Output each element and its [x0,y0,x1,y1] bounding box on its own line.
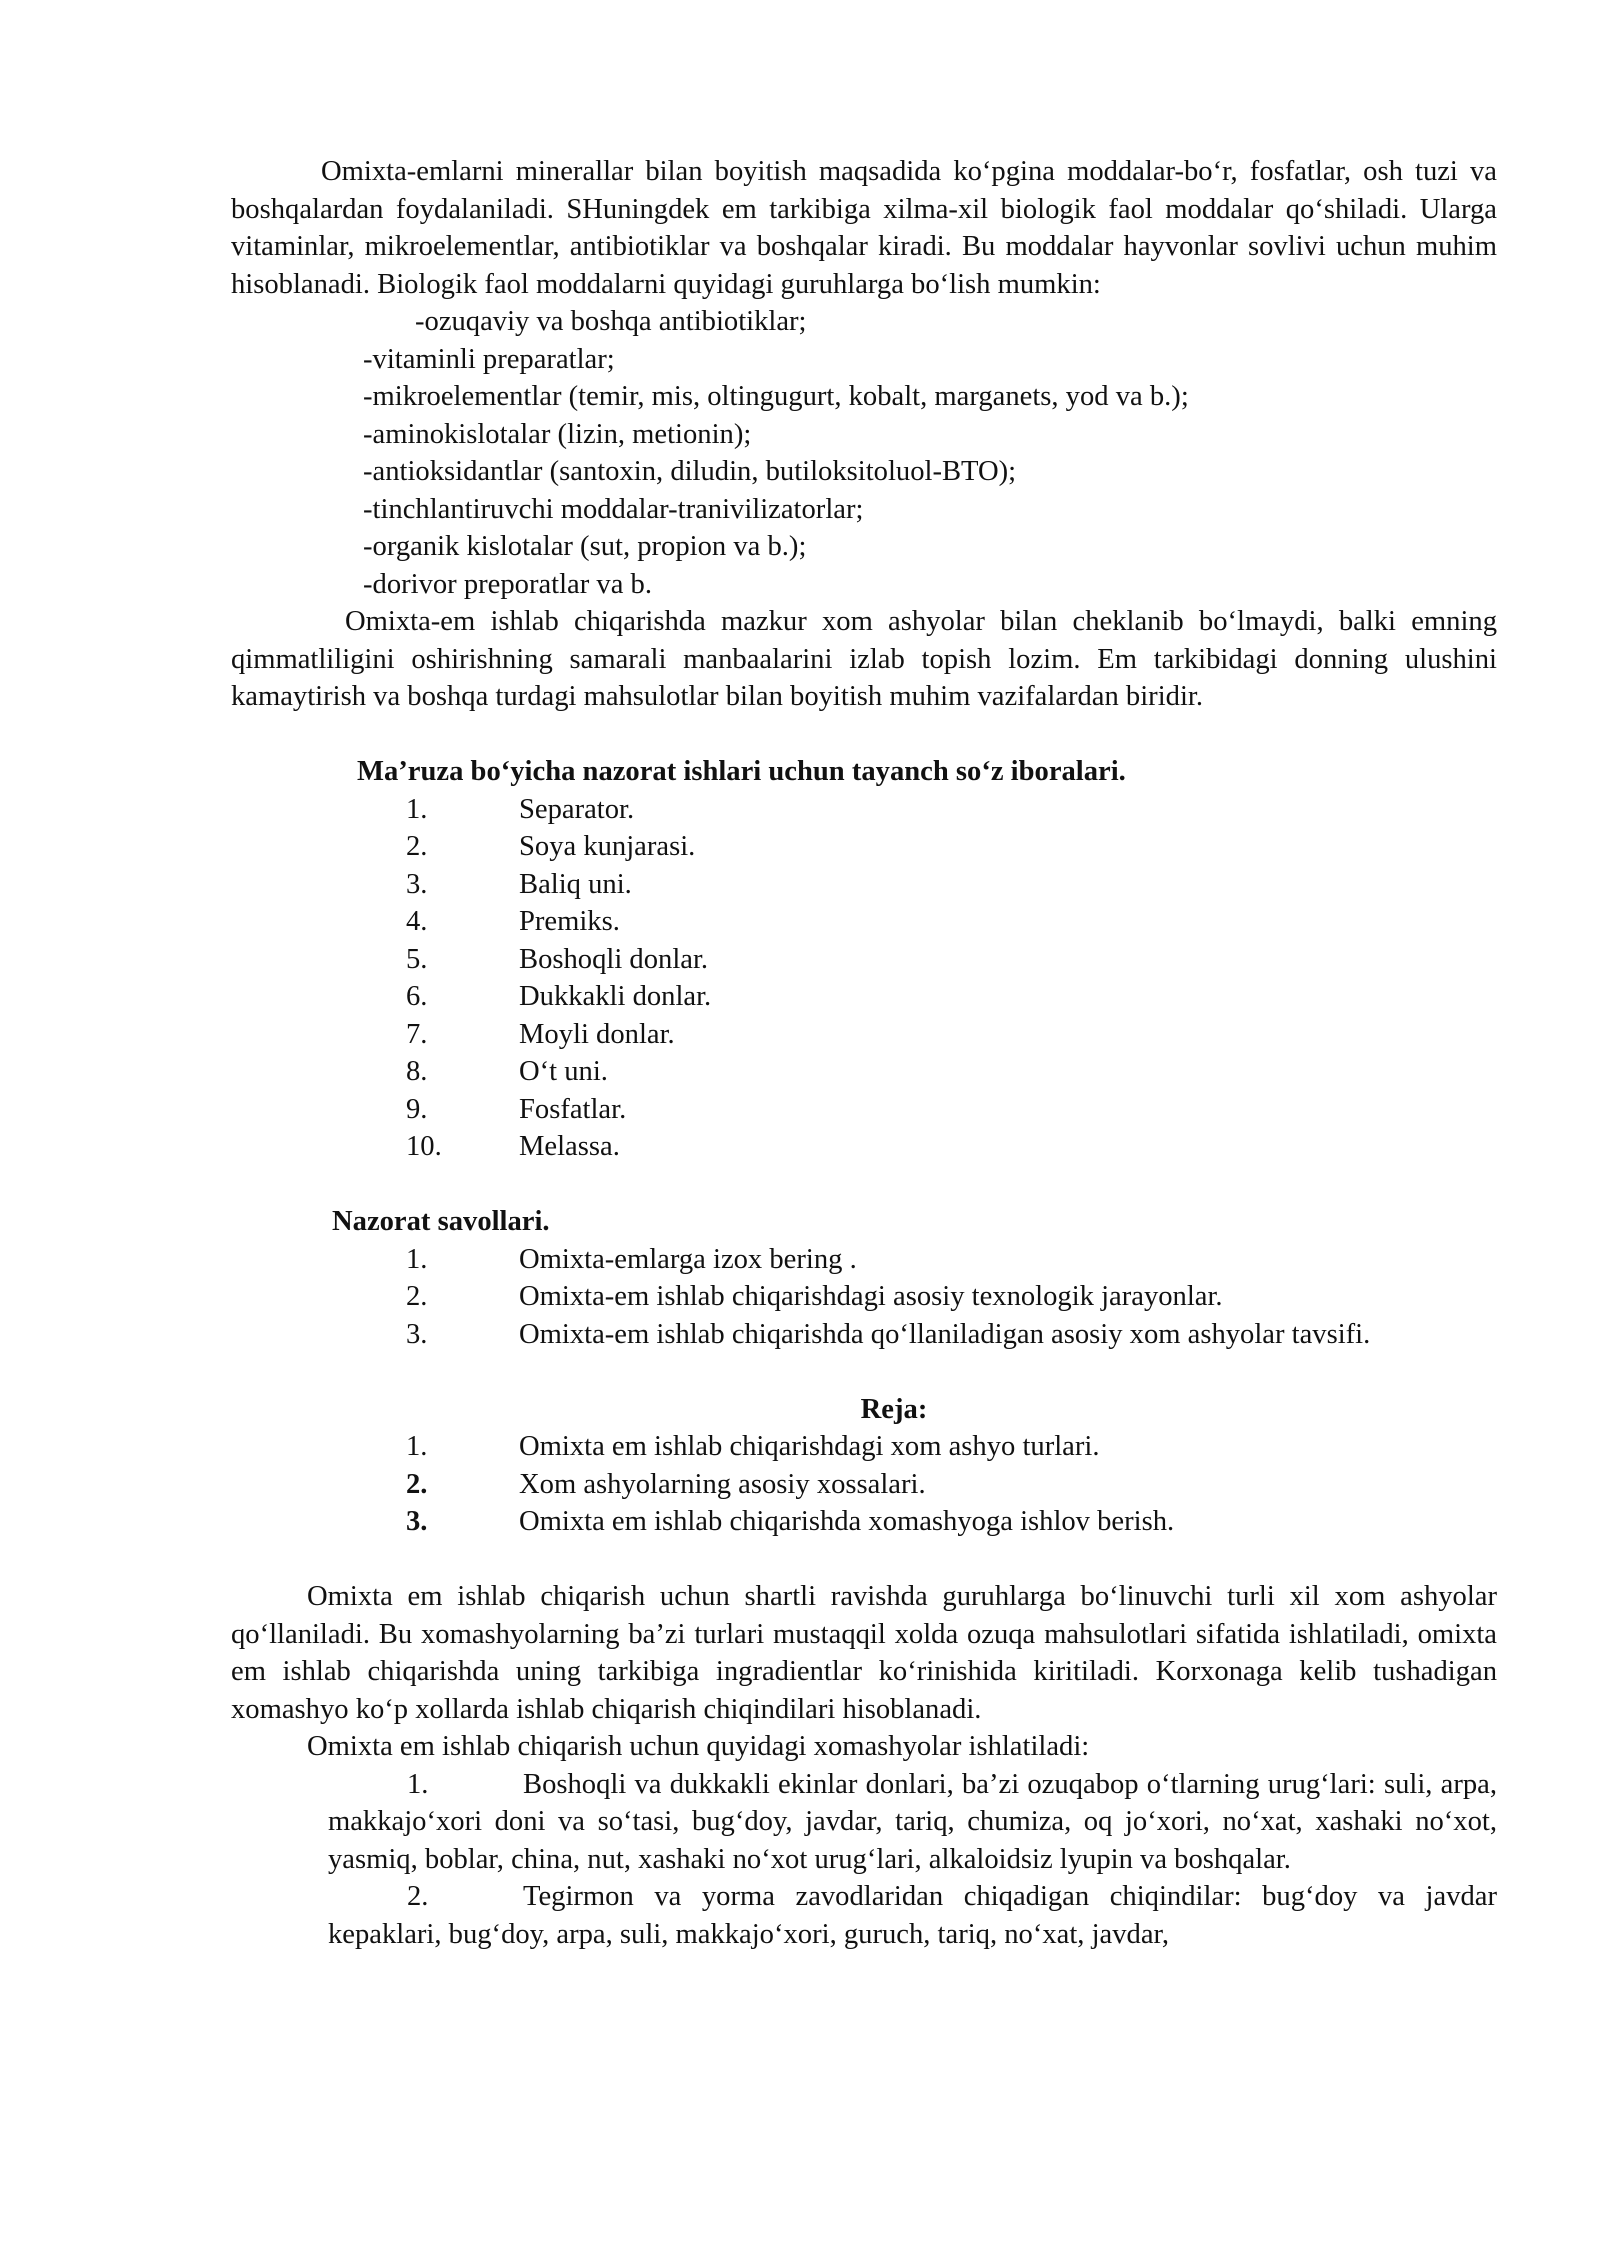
bullet-item: -ozuqaviy va boshqa antibiotiklar; [415,306,807,337]
list-item [231,791,1497,829]
raw-material-item [231,1766,1497,1879]
list-number: 1. [406,793,428,825]
raw-materials-list [231,1766,1497,1954]
list-text: Soya kunjarasi. [519,831,696,862]
list-number: 10. [406,1131,442,1162]
list-item [231,1091,1497,1129]
list-number: 1. [406,1243,428,1275]
list-text: Omixta-em ishlab chiqarishda qo‘llaniladigan asosiy xom ashyolar tavsifi. [519,1318,1371,1350]
control-questions-heading: Nazorat savollari. [332,1206,550,1237]
keywords-heading: Ma’ruza bo‘yicha nazorat ishlari uchun tayanch so‘z iboralari. [357,756,1126,787]
list-item [231,903,1497,941]
page-body [231,153,1497,1953]
list-item [231,1466,1497,1504]
list-number: 2. [406,1468,428,1500]
list-number: 4. [406,906,428,937]
list-number: 3. [406,868,428,900]
list-text: Melassa. [519,1131,620,1162]
list-text: Tegirmon va yorma zavodlaridan chiqadigan chiqindilar: bug‘doy va javdar kepaklari, bug‘doy, arpa, suli, makkajo‘xori, guruch, tariq, no‘xat, javdar, [328,1881,1497,1950]
list-text: Separator. [519,793,635,825]
bullet-item: -vitaminli preparatlar; [363,343,615,375]
list-text: Premiks. [519,906,620,937]
list-number: 8. [406,1056,428,1087]
bullet-item: -aminokislotalar (lizin, metionin); [363,418,752,450]
list-text: Moyli donlar. [519,1018,675,1050]
list-number: 2. [406,831,428,862]
list-item [231,828,1497,866]
bio-active-groups-list [231,303,1497,603]
list-item [231,1428,1497,1466]
bullet-item: -dorivor preporatlar va b. [363,568,652,600]
plan-heading: Reja: [860,1393,928,1425]
plan-list [231,1428,1497,1541]
control-questions-list [231,1241,1497,1354]
paragraph-3: Omixta em ishlab chiqarish uchun shartli ravishda guruhlarga bo‘linuvchi turli xil xom ashyolar qo‘llaniladi. Bu xomashyolarning ba’zi turlari mustaqqil xolda ozuqa mahsulotlari sifatida ishlatiladi, omixta em ishlab chiqarishda uning tarkibiga ingradientlar ko‘rinishida kiritiladi. Korxonaga kelib tushadigan xomashyo ko‘p xollarda ishlab chiqarish chiqindilari hisoblanadi. [231,1581,1497,1725]
list-number: 3. [406,1506,428,1537]
list-text: Boshoqli va dukkakli ekinlar donlari, ba’zi ozuqabop o‘tlarning urug‘lari: suli, arpa, makkajo‘xori doni va so‘tasi, bug‘doy, javdar, tariq, chumiza, oq jo‘xori, no‘xat, xashaki no‘xot, yasmiq, boblar, china, nut, xashaki no‘xot urug‘lari, alkaloidsiz lyupin va boshqalar. [328,1768,1497,1875]
keywords-list [231,791,1497,1166]
spacer [231,1541,1497,1579]
list-item [231,941,1497,979]
bullet-item: -antioksidantlar (santoxin, diludin, butiloksitoluol-BTO); [363,456,1017,487]
list-number: 5. [406,943,428,975]
list-number: 2. [406,1281,428,1312]
list-item [231,866,1497,904]
list-text: Boshoqli donlar. [519,943,709,975]
list-number: 6. [406,981,428,1012]
list-text: Fosfatlar. [519,1093,627,1125]
list-text: Omixta-emlarga izox bering . [519,1243,857,1275]
list-text: Dukkakli donlar. [519,981,712,1012]
list-item [231,1316,1497,1354]
list-text: O‘t uni. [519,1056,608,1087]
paragraph-4: Omixta em ishlab chiqarish uchun quyidagi xomashyolar ishlatiladi: [307,1731,1090,1762]
list-number: 1. [406,1431,428,1462]
list-text: Baliq uni. [519,868,632,900]
list-item [231,1278,1497,1316]
list-number: 7. [406,1018,428,1050]
list-number: 1. [407,1768,429,1800]
list-item [231,1128,1497,1166]
list-item [231,978,1497,1016]
list-number: 9. [406,1093,428,1125]
intro-paragraph: Omixta-emlarni minerallar bilan boyitish maqsadida ko‘pgina moddalar-bo‘r, fosfatlar, osh tuzi va boshqalardan foydalaniladi. SHuningdek em tarkibiga xilma-xil biologik faol moddalar qo‘shiladi. Ularga vitaminlar, mikroelementlar, antibiotiklar va boshqalar kiradi. Bu moddalar hayvonlar sovlivi uchun muhim hisoblanadi. Biologik faol moddalarni quyidagi guruhlarga bo‘lish mumkin: [231,156,1497,300]
list-text: Omixta-em ishlab chiqarishdagi asosiy texnologik jarayonlar. [519,1281,1223,1312]
list-text: Omixta em ishlab chiqarishda xomashyoga ishlov berish. [519,1506,1175,1537]
raw-material-item [231,1878,1497,1953]
list-text: Omixta em ishlab chiqarishdagi xom ashyo turlari. [519,1431,1100,1462]
list-item [231,1503,1497,1541]
list-item [231,1241,1497,1279]
list-item [231,1053,1497,1091]
bullet-item: -tinchlantiruvchi moddalar-tranivilizatorlar; [363,493,864,525]
list-text: Xom ashyolarning asosiy xossalari. [519,1468,926,1500]
bullet-item: -mikroelementlar (temir, mis, oltingugurt, kobalt, marganets, yod va b.); [363,381,1189,412]
bullet-item: -organik kislotalar (sut, propion va b.); [363,531,807,562]
list-number: 3. [406,1318,428,1350]
list-number: 2. [407,1881,429,1912]
list-item [231,1016,1497,1054]
paragraph-2: Omixta-em ishlab chiqarishda mazkur xom ashyolar bilan cheklanib bo‘lmaydi, balki emning qimmatliligini oshirishning samarali manbaalarini izlab topish lozim. Em tarkibidagi donning ulushini kamaytirish va boshqa turdagi mahsulotlar bilan boyitish muhim vazifalardan biridir. [231,606,1497,712]
